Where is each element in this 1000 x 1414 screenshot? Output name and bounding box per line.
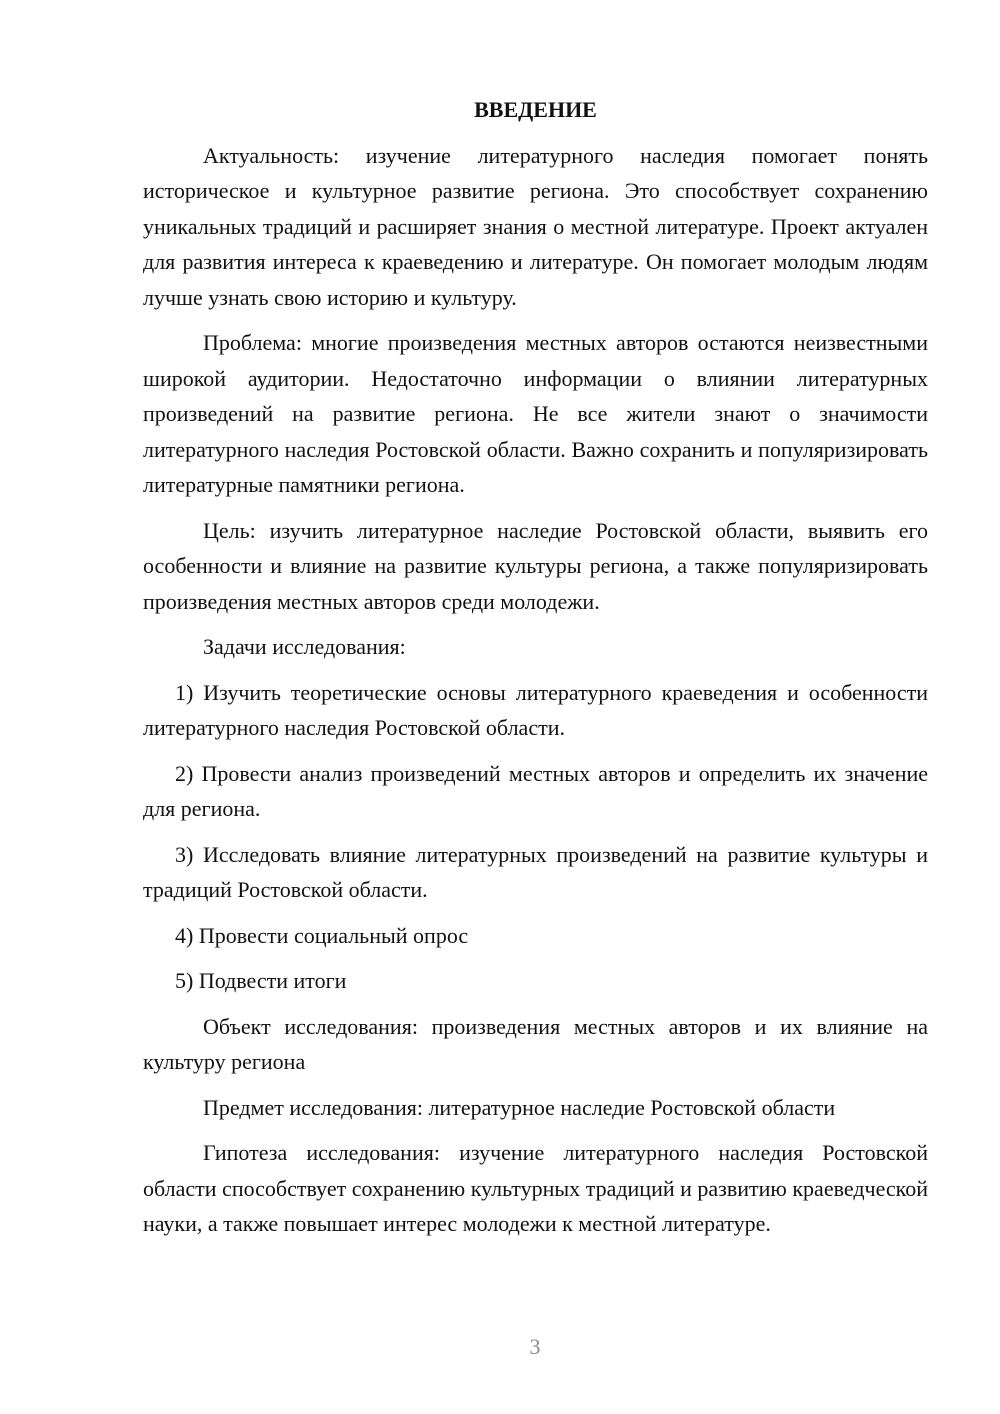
problem-paragraph: Проблема: многие произведения местных авторов остаются неизвестными широкой аудитории. Недостаточно информации о влиянии литературных произведений на развитие региона. Не все жители знают о значимости литературного наследия Ростовской области. Важно сохранить и популяризировать литературные памятники региона. (143, 330, 928, 497)
subject-paragraph: Предмет исследования: литературное наследие Ростовской области (203, 1094, 836, 1120)
object-paragraph: Объект исследования: произведения местных авторов и их влияние на культуру региона (143, 1013, 928, 1074)
task-item-3: 3) Исследовать влияние литературных произведений на развитие культуры и традиций Ростовской области. (143, 841, 928, 902)
goal-paragraph: Цель: изучить литературное наследие Ростовской области, выявить его особенности и влияние на развитие культуры региона, а также популяризировать произведения местных авторов среди молодежи. (143, 517, 928, 614)
task-item-5: 5) Подвести итоги (175, 968, 347, 993)
section-title: ВВЕДЕНИЕ (474, 97, 597, 122)
task-item-1: 1) Изучить теоретические основы литературного краеведения и особенности литературного наследия Ростовской области. (143, 679, 928, 740)
document-body (143, 92, 928, 1252)
task-item-2: 2) Провести анализ произведений местных авторов и определить их значение для региона. (143, 760, 928, 821)
hypothesis-paragraph: Гипотеза исследования: изучение литературного наследия Ростовской области способствует сохранению культурных традиций и развитию краеведческой науки, а также повышает интерес молодежи к местной литературе. (143, 1140, 928, 1236)
relevance-paragraph: Актуальность: изучение литературного наследия помогает понять историческое и культурное развитие региона. Это способствует сохранению уникальных традиций и расширяет знания о местной литературе. Проект актуален для развития интереса к краеведению и литературе. Он помогает молодым людям лучше узнать свою историю и культуру. (143, 142, 928, 310)
task-item-4: 4) Провести социальный опрос (175, 922, 469, 948)
tasks-heading: Задачи исследования: (203, 634, 406, 659)
page-number: 3 (529, 1334, 541, 1359)
